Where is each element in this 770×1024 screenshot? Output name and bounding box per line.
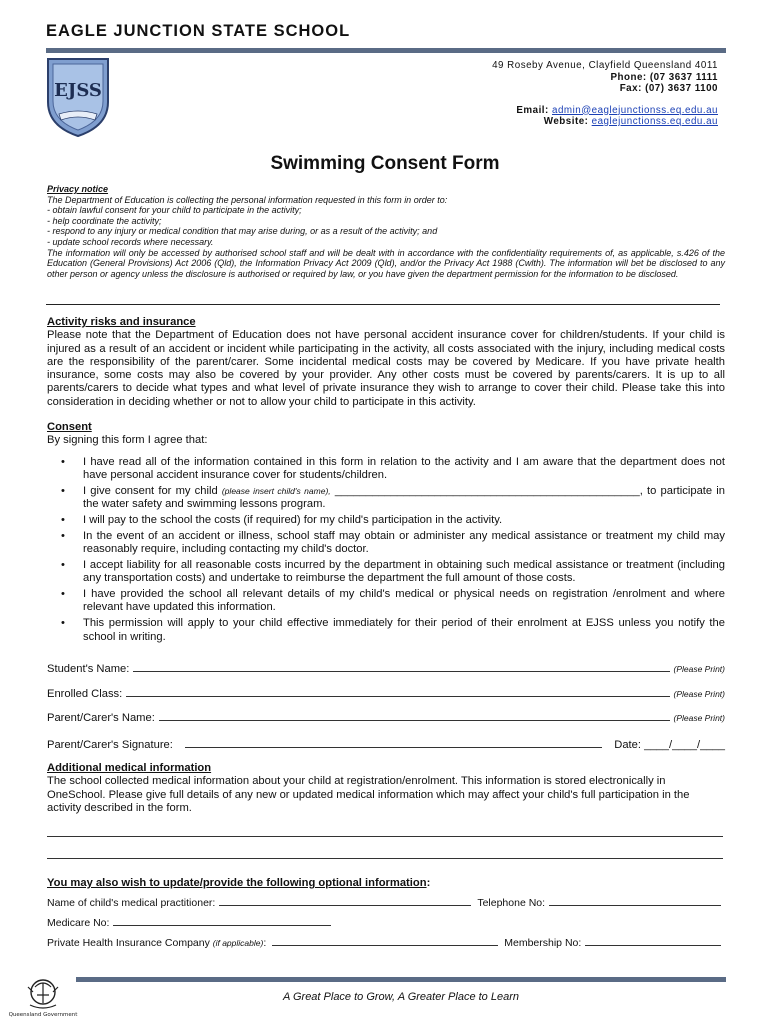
bullet-icon: •	[61, 529, 65, 542]
fax: (07) 3637 1100	[645, 83, 718, 94]
phone: (07 3637 1111	[649, 71, 718, 83]
signature-field[interactable]	[185, 737, 602, 748]
address: 49 Roseby Avenue, Clayfield Queensland 4011	[492, 60, 718, 71]
footer-tagline: A Great Place to Grow, A Greater Place to Learn	[282, 991, 519, 1003]
footer-rule	[76, 977, 726, 982]
crest-monogram: EJSS	[54, 80, 102, 101]
privacy-heading: Privacy notice	[47, 184, 109, 194]
privacy-item: - update school records where necessary.	[47, 236, 214, 247]
list-item	[47, 559, 725, 586]
fax-label: Fax:	[619, 83, 642, 94]
form-title: Swimming Consent Form	[270, 153, 500, 174]
list-item	[47, 617, 725, 644]
website-link[interactable]: eaglejunctionss.eq.edu.au	[591, 116, 718, 127]
parent-name-row	[47, 710, 725, 724]
list-item-text: , to participate in the water safety and swimming lessons program.	[83, 485, 726, 511]
consent-list	[47, 456, 725, 646]
website-label: Website:	[543, 116, 589, 127]
privacy-body: The information will only be accessed by authorised school staff and will be dealt with in accordance with the confidentiality requirements of, as applicable, s.426 of the Education (General Provisions) Act 2006 (Qld), the Information Privacy Act 2009 (Qld), and/or the Privacy Act 1988 (Cwlth). The information will bet be disclosed to any other person or agency unless the disclosure is authorised or required by law, or you have given the department permission for the information to be disclosed.	[47, 247, 725, 279]
bullet-icon: •	[61, 617, 65, 630]
student-name-row	[47, 661, 725, 675]
activity-heading: Activity risks and insurance	[47, 316, 196, 328]
please-print-hint: (Please Print)	[673, 713, 725, 723]
membership-field[interactable]	[585, 936, 721, 946]
medicare-field[interactable]	[113, 916, 331, 926]
list-item	[47, 456, 725, 483]
phone-label: Phone:	[610, 71, 647, 83]
enrolled-class-field[interactable]	[126, 686, 669, 697]
parent-name-field[interactable]	[159, 710, 670, 721]
signature-label: Parent/Carer's Signature:	[47, 739, 173, 751]
consent-section	[47, 421, 725, 448]
practitioner-row	[47, 896, 725, 909]
activity-body: Please note that the Department of Education does not have personal accident insurance cover for children/students. If your child is injured as a result of an accident or incident while participating in the activity, all costs associated with the injury, including medical costs are the responsibility of the parent/carer. Some incidental medical costs may be covered by Medicare. If you have private health insurance, some costs may also be covered by your provider. Any other costs must be covered by parents/carers. It is up to all parents/carers to decide what types and what level of private insurance they wish to arrange to cover their child. Please take this into consideration in deciding whether or not to allow your child to participate in this activity.	[47, 329, 725, 408]
list-item-text: I have read all of the information contained in this form in relation to the activity and I am aware that the department does not have personal accident insurance cover for students/children.	[83, 456, 725, 482]
telephone-label: Telephone No:	[477, 897, 546, 909]
optional-heading-colon: :	[426, 877, 431, 889]
medical-details-line[interactable]	[47, 836, 723, 837]
insurance-row: Private Health Insurance Company (if applicable) : Membership No:	[47, 936, 725, 949]
privacy-intro: The Department of Education is collecting the personal information requested in this form in order to:	[47, 194, 448, 205]
privacy-item: - respond to any injury or medical condition that may arise during, or as a result of the activity; and	[47, 226, 438, 237]
privacy-divider	[46, 304, 720, 305]
list-item-text: In the event of an accident or illness, school staff may obtain or administer any medical assistance or treatment my child may reasonably require, including contacting my child's doctor.	[83, 529, 725, 556]
membership-label: Membership No:	[504, 937, 582, 949]
medical-heading: Additional medical information	[47, 762, 212, 774]
child-name-hint: (please insert child's name),	[221, 486, 331, 497]
privacy-item: - help coordinate the activity;	[47, 215, 162, 226]
bullet-icon: •	[61, 485, 65, 498]
contact-block	[492, 60, 718, 128]
privacy-item: - obtain lawful consent for your child to participate in the activity;	[47, 205, 302, 216]
medical-section	[47, 762, 725, 815]
telephone-field[interactable]	[549, 896, 721, 906]
practitioner-label: Name of child's medical practitioner:	[47, 897, 216, 909]
list-item-text: I will pay to the school the costs (if required) for my child's participation in the activity.	[83, 514, 503, 527]
enrolled-class-label: Enrolled Class:	[47, 688, 123, 700]
medical-details-line[interactable]	[47, 858, 723, 859]
if-applicable-hint: (if applicable)	[212, 938, 264, 948]
please-print-hint: (Please Print)	[673, 664, 725, 674]
list-item	[47, 514, 725, 527]
optional-heading: You may also wish to update/provide the following optional information	[47, 877, 427, 889]
consent-heading: Consent	[47, 421, 92, 433]
list-item-text: I accept liability for all reasonable costs incurred by the department in obtaining such medical assistance or treatment (including any transportation costs) and undertake to reimburse the department the full amount of those costs.	[83, 559, 725, 585]
email-link[interactable]: admin@eaglejunctionss.eq.edu.au	[552, 104, 718, 116]
gov-text: Queensland Government	[8, 1012, 78, 1018]
please-print-hint: (Please Print)	[673, 689, 725, 699]
bullet-icon: •	[61, 514, 65, 527]
student-name-field[interactable]	[133, 661, 669, 672]
queensland-government-icon	[8, 975, 78, 1023]
medical-body: The school collected medical information about your child at registration/enrolment. This information is stored electronically in OneSchool. Please give full details of any new or updated medical information which may affect your child's full participation in the activity described in the form.	[47, 775, 690, 814]
school-name: EAGLE JUNCTION STATE SCHOOL	[46, 22, 351, 40]
activity-section	[47, 316, 725, 409]
date-label: Date:	[614, 739, 641, 751]
school-crest-icon	[45, 56, 111, 138]
consent-intro: By signing this form I agree that:	[47, 434, 208, 447]
practitioner-field[interactable]	[219, 896, 471, 906]
bullet-icon: •	[61, 588, 65, 601]
list-item	[47, 485, 725, 512]
list-item	[47, 530, 725, 557]
medicare-label: Medicare No:	[47, 917, 110, 929]
header-rule	[46, 48, 726, 53]
insurance-field[interactable]	[272, 936, 498, 946]
list-item-text: I give consent for my child	[83, 485, 218, 498]
bullet-icon: •	[61, 456, 65, 468]
signature-row	[47, 737, 725, 751]
enrolled-class-row	[47, 686, 725, 700]
bullet-icon: •	[61, 559, 65, 572]
privacy-notice	[47, 184, 725, 279]
insurance-label: Private Health Insurance Company	[47, 937, 210, 949]
list-item-text: This permission will apply to your child effective immediately for their period of their enrolment at EJSS unless you notify the school in writing.	[83, 617, 725, 643]
list-item	[47, 588, 725, 615]
child-name-field[interactable]: _________________________________________________	[334, 485, 640, 498]
list-item-text: I have provided the school all relevant details of my child's medical or physical needs on registration /enrolment and where relevant have updated this information.	[83, 588, 725, 614]
parent-name-label: Parent/Carer's Name:	[47, 712, 155, 724]
email-label: Email:	[516, 104, 549, 116]
student-name-label: Student's Name:	[47, 663, 130, 675]
medicare-row	[47, 916, 725, 929]
date-field[interactable]: ____/____/____	[644, 739, 725, 751]
optional-heading-row	[47, 877, 430, 889]
